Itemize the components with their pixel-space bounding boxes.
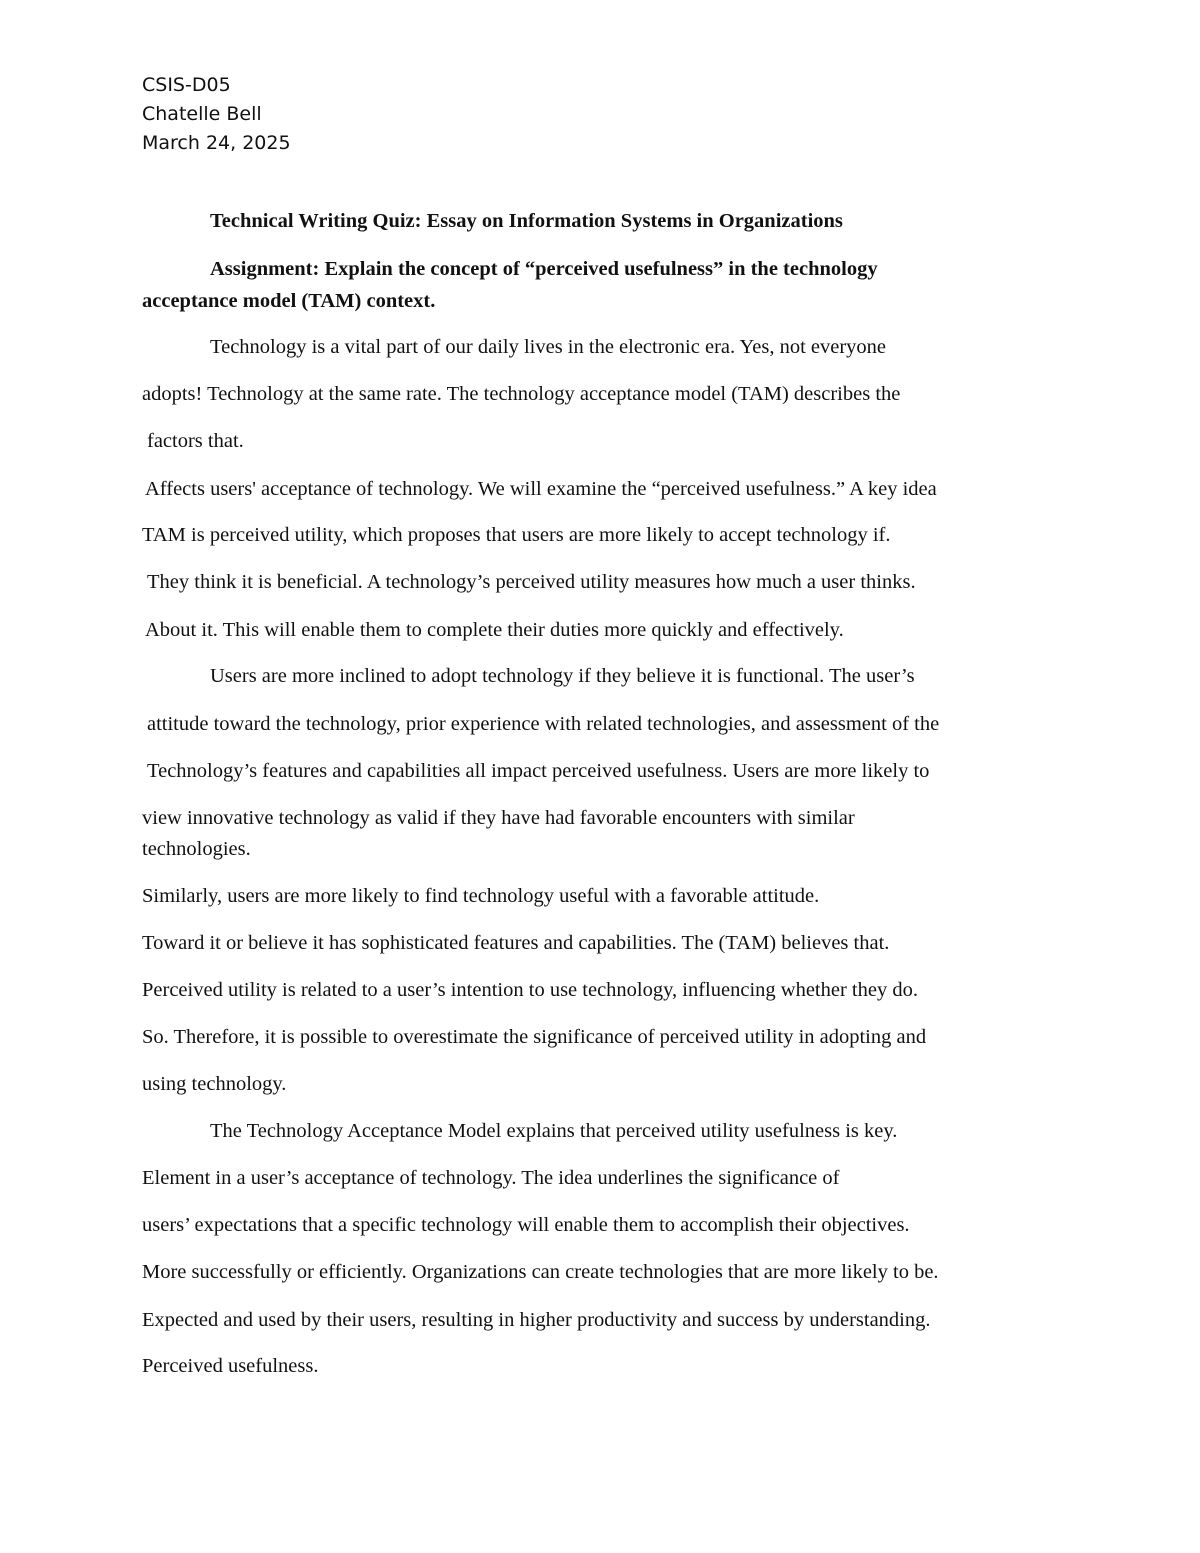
assignment-line-2: acceptance model (TAM) context. bbox=[142, 290, 436, 312]
essay-title: Technical Writing Quiz: Essay on Information Systems in Organizations bbox=[210, 210, 843, 232]
body-line: Element in a user’s acceptance of technology. The idea underlines the significance of bbox=[142, 1167, 840, 1189]
body-line: using technology. bbox=[142, 1073, 287, 1095]
body-line: They think it is beneficial. A technology’s perceived utility measures how much a user thinks. bbox=[147, 571, 916, 593]
body-line: Perceived usefulness. bbox=[142, 1355, 319, 1377]
body-line: attitude toward the technology, prior experience with related technologies, and assessment of the bbox=[147, 713, 940, 735]
body-line: About it. This will enable them to complete their duties more quickly and effectively. bbox=[145, 619, 844, 641]
body-line: Users are more inclined to adopt technology if they believe it is functional. The user’s bbox=[210, 665, 915, 687]
body-line: Technology is a vital part of our daily lives in the electronic era. Yes, not everyone bbox=[210, 336, 887, 358]
body-line: users’ expectations that a specific technology will enable them to accomplish their objectives. bbox=[142, 1214, 910, 1236]
body-line: Affects users' acceptance of technology. We will examine the “perceived usefulness.” A key idea bbox=[145, 478, 937, 500]
body-line: Technology’s features and capabilities all impact perceived usefulness. Users are more likely to bbox=[147, 760, 930, 782]
course-code: CSIS-D05 bbox=[142, 74, 231, 96]
document-date: March 24, 2025 bbox=[142, 132, 291, 154]
body-line: Toward it or believe it has sophisticated features and capabilities. The (TAM) believes that. bbox=[142, 932, 890, 954]
body-line: technologies. bbox=[142, 838, 251, 860]
body-line: Perceived utility is related to a user’s intention to use technology, influencing whether they do. bbox=[142, 979, 918, 1001]
body-line: Similarly, users are more likely to find technology useful with a favorable attitude. bbox=[142, 885, 820, 907]
body-line: Expected and used by their users, resulting in higher productivity and success by understanding. bbox=[142, 1309, 931, 1331]
author-name: Chatelle Bell bbox=[142, 103, 262, 125]
assignment-line-1: Assignment: Explain the concept of “perceived usefulness” in the technology bbox=[210, 258, 878, 280]
body-line: adopts! Technology at the same rate. The technology acceptance model (TAM) describes the bbox=[142, 383, 901, 405]
body-line: More successfully or efficiently. Organizations can create technologies that are more likely to be. bbox=[142, 1261, 939, 1283]
body-line: TAM is perceived utility, which proposes that users are more likely to accept technology if. bbox=[142, 524, 891, 546]
body-line: view innovative technology as valid if they have had favorable encounters with similar bbox=[142, 807, 855, 829]
body-line: The Technology Acceptance Model explains that perceived utility usefulness is key. bbox=[210, 1120, 898, 1142]
body-line: factors that. bbox=[147, 430, 244, 452]
body-line: So. Therefore, it is possible to overestimate the significance of perceived utility in adopting and bbox=[142, 1026, 927, 1048]
